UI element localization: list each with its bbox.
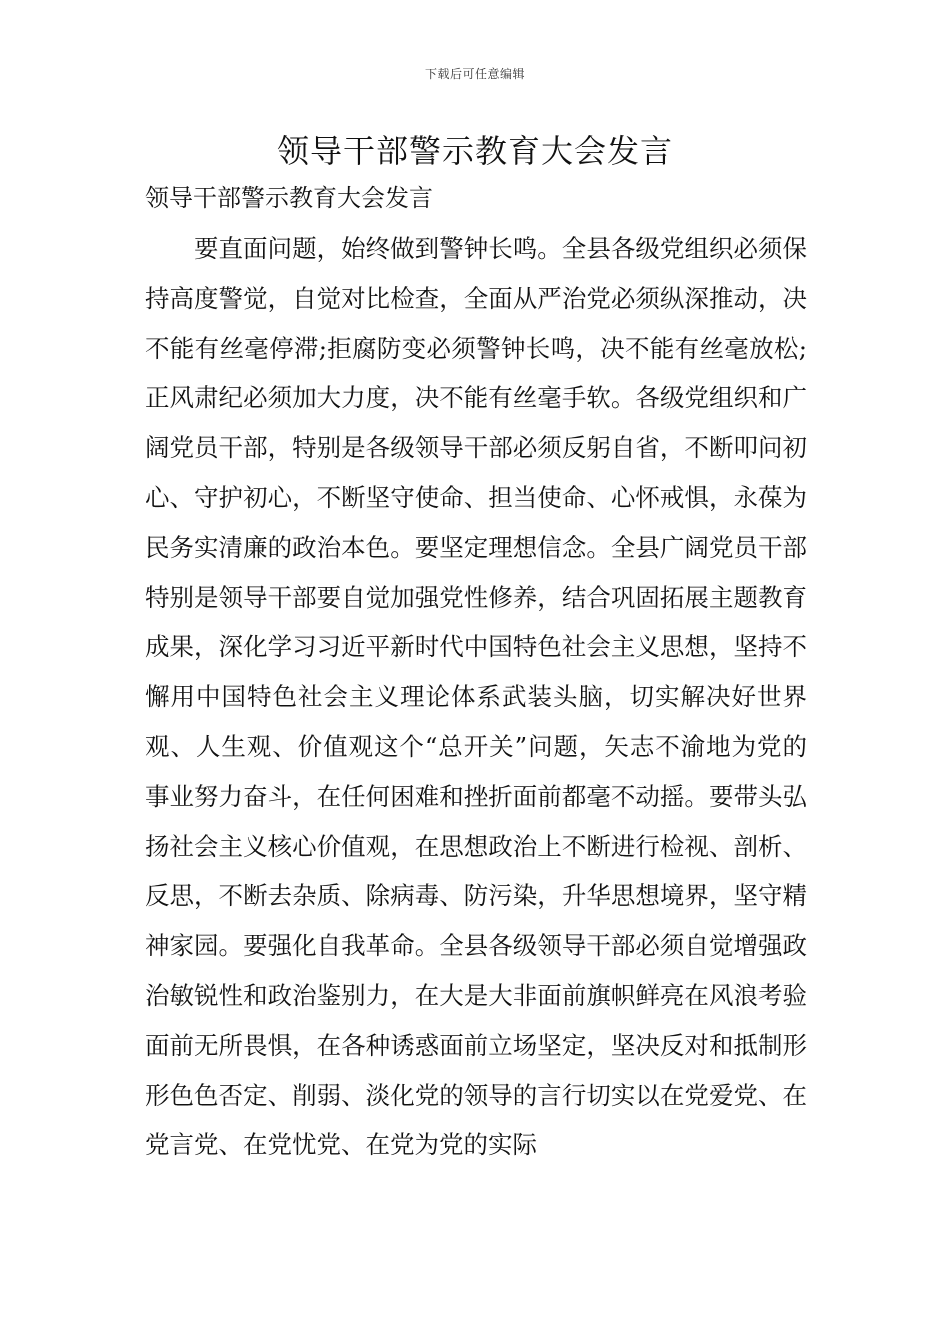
header-note: 下载后可任意编辑 xyxy=(424,67,525,81)
body-paragraph: 要直面问题，始终做到警钟长鸣。全县各级党组织必须保持高度警觉，自觉对比检查，全面从严治党必须纵深推动，决不能有丝毫停滞;拒腐防变必须警钟长鸣，决不能有丝毫放松;正风肃纪必须加大力度，决不能有丝毫手软。各级党组织和广阔党员干部，特别是各级领导干部必须反躬自省，不断叩问初心、守护初心，不断坚守使命、担当使命、心怀戒惧，永葆为民务实清廉的政治本色。要坚定理想信念。全县广阔党员干部特别是领导干部要自觉加强党性修养，结合巩固拓展主题教育成果，深化学习习近平新时代中国特色社会主义思想，坚持不懈用中国特色社会主义理论体系武装头脑，切实解决好世界观、人生观、价值观这个“总开关”问题，矢志不渝地为党的事业努力奋斗，在任何困难和挫折面前都毫不动摇。要带头弘扬社会主义核心价值观，在思想政治上不断进行检视、剖析、反思，不断去杂质、除病毒、防污染，升华思想境界，坚守精神家园。要强化自我革命。全县各级领导干部必须自觉增强政治敏锐性和政治鉴别力，在大是大非面前旗帜鲜亮在风浪考验面前无所畏惧，在各种诱惑面前立场坚定，坚决反对和抵制形形色色否定、削弱、淡化党的领导的言行切实以在党爱党、在党言党、在党忧党、在党为党的实际 xyxy=(145,234,807,1160)
document-subtitle: 领导干部警示教育大会发言 xyxy=(145,184,433,212)
document-title: 领导干部警示教育大会发言 xyxy=(276,132,673,170)
